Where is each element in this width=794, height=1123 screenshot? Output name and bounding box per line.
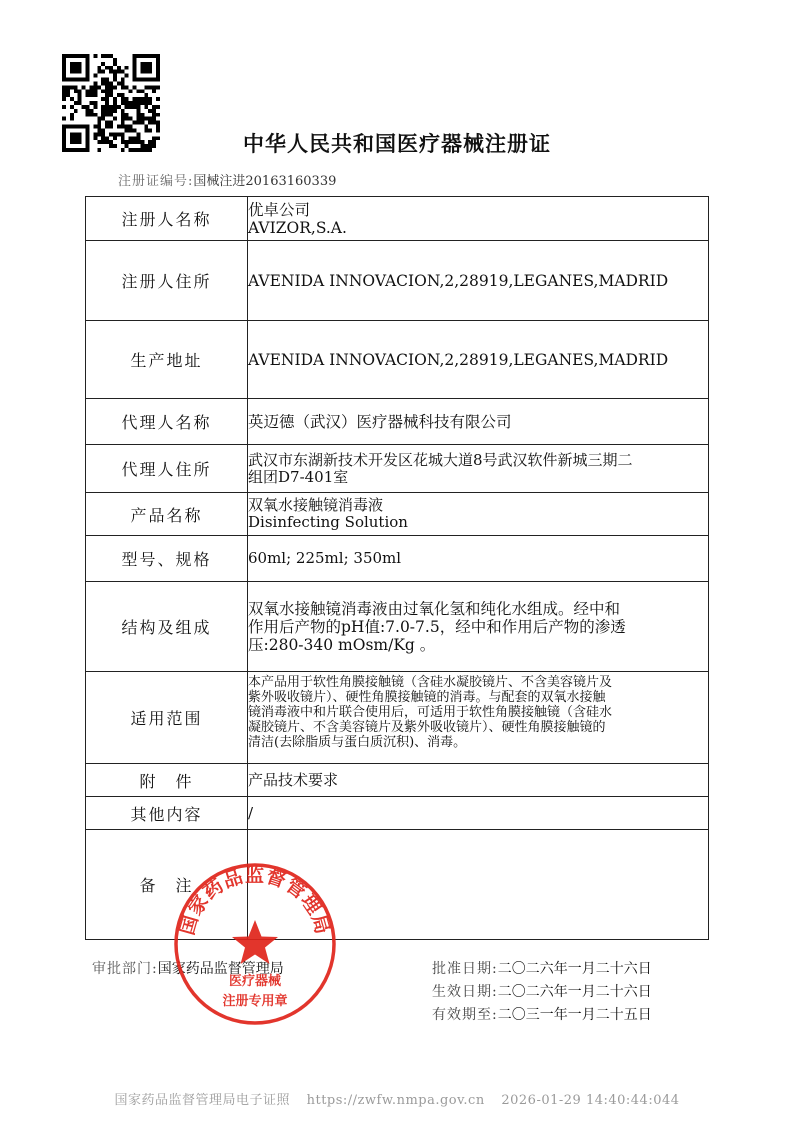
product-name-label: 产品名称 bbox=[86, 493, 248, 536]
scope-label: 适用范围 bbox=[86, 672, 248, 764]
scope-value bbox=[248, 672, 709, 764]
scope-line: 凝胶镜片、不含美容镜片及紫外吸收镜片）、硬性角膜接触镜的 bbox=[248, 720, 606, 735]
seal-ring-text: 国家药品监督管理局 bbox=[176, 864, 334, 938]
model-spec-value: 60ml; 225ml; 350ml bbox=[248, 536, 709, 582]
table-row bbox=[86, 399, 709, 445]
e-license-timestamp: 2026-01-29 14:40:44:044 bbox=[501, 1093, 680, 1108]
registration-number-label: 注册证编号: bbox=[118, 174, 194, 189]
table-row bbox=[86, 797, 709, 830]
other-content-label: 其他内容 bbox=[86, 797, 248, 830]
table-row bbox=[86, 764, 709, 797]
seal-center-line2: 注册专用章 bbox=[222, 994, 288, 1009]
e-license-issuer: 国家药品监督管理局电子证照 bbox=[114, 1093, 290, 1108]
approval-department-label: 审批部门: bbox=[92, 961, 158, 977]
table-row bbox=[86, 672, 709, 764]
remarks-label: 备 注 bbox=[86, 830, 248, 940]
product-name-cn: 双氧水接触镜消毒液 bbox=[248, 496, 384, 514]
effective-date bbox=[432, 981, 652, 1004]
registrant-name-cn: 优卓公司 bbox=[248, 200, 311, 219]
agent-address-line: 组团D7-401室 bbox=[248, 467, 349, 486]
registrant-name-label: 注册人名称 bbox=[86, 197, 248, 241]
structure-line: 双氧水接触镜消毒液由过氧化氢和纯化水组成。经中和 bbox=[248, 599, 621, 618]
approval-date-value: 二〇二六年一月二十六日 bbox=[497, 961, 652, 977]
registrant-name-value bbox=[248, 197, 709, 241]
expiry-date-label: 有效期至: bbox=[432, 1007, 498, 1023]
agent-name-label: 代理人名称 bbox=[86, 399, 248, 445]
registrant-address-label: 注册人住所 bbox=[86, 241, 248, 321]
registration-table bbox=[85, 196, 709, 940]
structure-line: 压:280-340 mOsm/Kg 。 bbox=[248, 635, 436, 654]
effective-date-value: 二〇二六年一月二十六日 bbox=[497, 984, 652, 1000]
official-seal-icon bbox=[173, 862, 337, 1026]
model-spec-label: 型号、规格 bbox=[86, 536, 248, 582]
registrant-name-en: AVIZOR,S.A. bbox=[248, 218, 347, 237]
table-row bbox=[86, 493, 709, 536]
attachment-value: 产品技术要求 bbox=[248, 764, 709, 797]
product-name-en: Disinfecting Solution bbox=[248, 513, 408, 531]
structure-value bbox=[248, 582, 709, 672]
table-row bbox=[86, 241, 709, 321]
e-license-url[interactable]: https://zwfw.nmpa.gov.cn bbox=[306, 1093, 485, 1108]
table-row bbox=[86, 197, 709, 241]
e-license-bar bbox=[0, 1089, 794, 1108]
table-row bbox=[86, 536, 709, 582]
scope-line: 清洁(去除脂质与蛋白质沉积)、消毒。 bbox=[248, 735, 467, 750]
attachment-label: 附 件 bbox=[86, 764, 248, 797]
product-name-value bbox=[248, 493, 709, 536]
expiry-date-value: 二〇三一年一月二十五日 bbox=[497, 1007, 652, 1023]
registration-number bbox=[118, 170, 336, 189]
agent-address-label: 代理人住所 bbox=[86, 445, 248, 493]
other-content-value: / bbox=[248, 797, 709, 830]
date-block bbox=[432, 958, 652, 1027]
production-address-label: 生产地址 bbox=[86, 321, 248, 399]
scope-line: 本产品用于软性角膜接触镜（含硅水凝胶镜片、不含美容镜片及 bbox=[248, 675, 613, 690]
expiry-date bbox=[432, 1004, 652, 1027]
approval-date-label: 批准日期: bbox=[432, 961, 498, 977]
structure-label: 结构及组成 bbox=[86, 582, 248, 672]
table-row bbox=[86, 445, 709, 493]
table-row bbox=[86, 582, 709, 672]
document-title: 中华人民共和国医疗器械注册证 bbox=[243, 132, 551, 156]
effective-date-label: 生效日期: bbox=[432, 984, 498, 1000]
scope-line: 镜消毒液中和片联合使用后，可适用于软性角膜接触镜（含硅水 bbox=[248, 705, 613, 720]
agent-address-value bbox=[248, 445, 709, 493]
structure-line: 作用后产物的pH值:7.0-7.5，经中和作用后产物的渗透 bbox=[248, 617, 626, 636]
table-row bbox=[86, 321, 709, 399]
registrant-address-value: AVENIDA INNOVACION,2,28919,LEGANES,MADRID bbox=[248, 241, 709, 321]
scope-line: 紫外吸收镜片）、硬性角膜接触镜的消毒。与配套的双氧水接触 bbox=[248, 690, 606, 705]
agent-address-line: 武汉市东湖新技术开发区花城大道8号武汉软件新城三期二 bbox=[248, 450, 633, 469]
production-address-value: AVENIDA INNOVACION,2,28919,LEGANES,MADRID bbox=[248, 321, 709, 399]
seal-center-line1: 医疗器械 bbox=[228, 974, 282, 989]
registration-number-value: 国械注进20163160339 bbox=[193, 174, 337, 189]
seal-star-icon bbox=[232, 920, 278, 964]
approval-date bbox=[432, 958, 652, 981]
approval-department-value: 国家药品监督管理局 bbox=[157, 961, 284, 977]
agent-name-value: 英迈德（武汉）医疗器械科技有限公司 bbox=[248, 399, 709, 445]
